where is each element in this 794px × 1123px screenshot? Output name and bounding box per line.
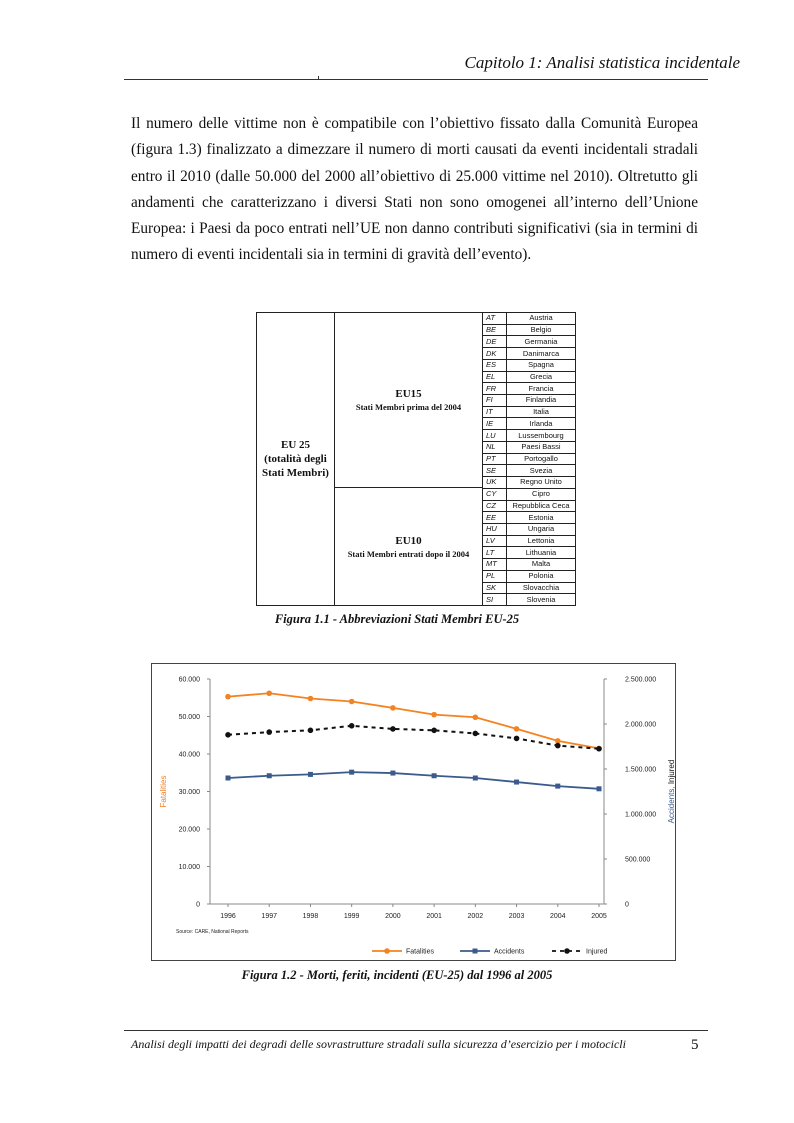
country-name: Estonia — [528, 512, 554, 522]
data-point-fatalities — [390, 705, 396, 711]
country-row — [483, 430, 575, 442]
country-row — [483, 360, 575, 372]
data-point-injured — [390, 726, 396, 732]
y-left-tick-label: 20.000 — [178, 826, 200, 834]
country-name: Repubblica Ceca — [512, 500, 570, 510]
country-name: Lussembourg — [518, 430, 564, 440]
country-code: LT — [483, 547, 507, 558]
country-code: BE — [483, 325, 507, 336]
country-name: Finlandia — [525, 395, 557, 405]
eu25-label: EU 25 — [280, 439, 311, 451]
country-code: SE — [483, 465, 507, 476]
country-row — [483, 383, 575, 395]
data-point-accidents — [308, 772, 313, 777]
country-row — [483, 348, 575, 360]
eu10-desc: Stati Membri entrati dopo il 2004 — [347, 548, 470, 559]
data-point-accidents — [555, 784, 560, 789]
country-row — [483, 395, 575, 407]
data-point-injured — [431, 728, 437, 734]
series-line-fatalities — [228, 693, 599, 748]
data-point-injured — [308, 728, 314, 734]
country-name: Svezia — [529, 465, 553, 475]
header-rule-tick — [318, 76, 319, 80]
data-point-fatalities — [431, 712, 437, 718]
chart-svg — [152, 664, 675, 960]
country-row — [483, 512, 575, 524]
y-right-tick-label: 2.000.000 — [625, 721, 657, 729]
country-row — [483, 418, 575, 430]
country-code: IT — [483, 407, 507, 418]
country-name: Regno Unito — [520, 477, 562, 487]
x-tick-label: 1996 — [220, 913, 236, 920]
y-right-tick-label: 2.500.000 — [625, 676, 657, 684]
x-tick-label: 1997 — [261, 913, 278, 920]
data-point-fatalities — [473, 714, 479, 720]
country-name: Germania — [524, 336, 558, 346]
country-row — [483, 524, 575, 536]
country-row — [483, 536, 575, 548]
data-point-fatalities — [349, 699, 355, 705]
chart-source-note: Source: CARE, National Reports — [176, 929, 249, 935]
country-name: Slovenia — [526, 594, 556, 604]
country-row — [483, 594, 575, 605]
country-row — [483, 559, 575, 571]
y-left-tick-label: 10.000 — [178, 864, 200, 871]
country-name: Francia — [528, 383, 554, 393]
country-name: Belgio — [530, 325, 552, 335]
country-name: Portogallo — [524, 453, 558, 463]
body-paragraph: Il numero delle vittime non è compatibile con l’obiettivo fissato dalla Comunità Europea (figura 1.3) finalizzato a dimezzare il numero di morti causati da eventi incidentali stradali entro il 2010 (dalle 50.000 del 2000 all’obiettivo di 25.000 vittime nel 2010). Oltretutto gli andamenti che caratterizzano i diversi Stati non sono omogenei all’interno dell’Unione Europea: i Paesi da poco entrati nell’UE non danno contributi significativi (sia in termini di numero di eventi incidentali sia in termini di gravità dell’evento). — [131, 115, 698, 264]
y-left-tick-label: 60.000 — [178, 676, 200, 684]
data-point-accidents — [597, 786, 602, 791]
country-row — [483, 489, 575, 501]
y-left-tick-label: 0 — [196, 901, 200, 909]
country-code: IE — [483, 418, 507, 429]
country-code: FI — [483, 395, 507, 406]
data-point-injured — [225, 732, 231, 738]
data-point-fatalities — [308, 696, 314, 702]
country-code: ES — [483, 360, 507, 371]
y-right-tick-label: 1.000.000 — [625, 811, 657, 819]
country-code: NL — [483, 442, 507, 453]
country-code: PL — [483, 571, 507, 582]
country-code: UK — [483, 477, 507, 488]
country-row — [483, 313, 575, 325]
y-left-tick-label: 40.000 — [178, 751, 200, 759]
data-point-accidents — [226, 776, 231, 781]
country-row — [483, 547, 575, 559]
country-code: MT — [483, 559, 507, 570]
legend-marker-injured — [564, 948, 570, 954]
country-row — [483, 442, 575, 454]
data-point-injured — [514, 736, 520, 742]
country-code: DE — [483, 336, 507, 347]
y-right-tick-label: 500.000 — [625, 856, 651, 864]
eu25-desc-line1: (totalità degli — [264, 453, 327, 465]
country-code: EL — [483, 372, 507, 383]
legend-marker-accidents — [473, 949, 478, 954]
data-point-accidents — [432, 773, 437, 778]
data-point-accidents — [349, 770, 354, 775]
data-point-injured — [555, 743, 561, 749]
eu15-cell — [335, 313, 483, 488]
header-rule — [124, 79, 708, 80]
country-row — [483, 372, 575, 384]
country-name: Spagna — [528, 360, 554, 370]
country-name: Malta — [531, 559, 551, 569]
legend-label-injured: Injured — [586, 948, 608, 956]
x-tick-label: 2000 — [385, 913, 401, 920]
country-code: CZ — [483, 501, 507, 512]
country-row — [483, 571, 575, 583]
country-row — [483, 501, 575, 513]
data-point-accidents — [514, 780, 519, 785]
country-row — [483, 583, 575, 595]
eu10-label: EU10 — [395, 534, 422, 547]
data-point-injured — [266, 729, 272, 735]
footer-rule — [124, 1030, 708, 1031]
data-point-fatalities — [266, 690, 272, 696]
data-point-accidents — [390, 771, 395, 776]
figure-2-caption: Figura 1.2 - Morti, feriti, incidenti (EU-25) dal 1996 al 2005 — [241, 968, 553, 982]
x-tick-label: 2004 — [549, 913, 566, 920]
country-row — [483, 454, 575, 466]
x-tick-label: 2002 — [467, 913, 484, 920]
x-tick-label: 1999 — [343, 913, 360, 920]
data-point-fatalities — [514, 726, 520, 732]
y-left-axis-title: Fatalities — [159, 775, 168, 808]
country-name: Lettonia — [527, 536, 555, 546]
page-number: 5 — [691, 1037, 699, 1053]
country-name: Ungaria — [527, 524, 555, 534]
country-code: CY — [483, 489, 507, 500]
country-code: HU — [483, 524, 507, 535]
country-name: Austria — [529, 313, 553, 323]
country-row — [483, 325, 575, 337]
country-name: Slovacchia — [522, 582, 560, 592]
country-name: Polonia — [528, 571, 554, 581]
data-point-fatalities — [225, 694, 231, 700]
country-rows — [483, 313, 575, 605]
y-left-tick-label: 30.000 — [178, 789, 200, 796]
footer-text: Analisi degli impatti dei degradi delle sovrastrutture stradali sulla sicurezza d’esercizio per i motocicli — [131, 1037, 626, 1051]
country-row — [483, 336, 575, 348]
legend-label-accidents: Accidents — [494, 948, 525, 956]
country-name: Cipro — [532, 489, 550, 499]
legend-marker-fatalities — [384, 948, 390, 954]
figure-1-caption: Figura 1.1 - Abbreviazioni Stati Membri EU-25 — [274, 612, 520, 626]
x-tick-label: 2001 — [426, 913, 442, 920]
x-tick-label: 1998 — [302, 913, 319, 920]
country-name: Grecia — [529, 371, 553, 381]
country-code: FR — [483, 383, 507, 394]
y-left-tick-label: 50.000 — [178, 714, 200, 721]
eu10-cell — [335, 488, 483, 605]
eu25-desc-line2: Stati Membri) — [262, 467, 329, 479]
country-code: SK — [483, 583, 507, 594]
country-name: Lithuania — [525, 547, 557, 557]
abbreviations-table — [256, 312, 576, 606]
header-title: Capitolo 1: Analisi statistica incidentale — [464, 53, 740, 72]
x-tick-label: 2003 — [508, 913, 525, 920]
legend-label-fatalities: Fatalities — [406, 948, 435, 956]
country-code: EE — [483, 512, 507, 523]
country-name: Italia — [533, 407, 549, 417]
y-right-tick-label: 1.500.000 — [625, 766, 657, 774]
y-right-tick-label: 0 — [625, 901, 629, 909]
country-name: Irlanda — [529, 418, 553, 428]
series-line-accidents — [228, 772, 599, 789]
country-code: LV — [483, 536, 507, 547]
country-code: AT — [483, 313, 507, 324]
country-row — [483, 465, 575, 477]
eu15-label: EU15 — [395, 388, 422, 400]
country-row — [483, 477, 575, 489]
y-right-axis-title: Accidents, Injured — [667, 759, 676, 824]
eu15-desc: Stati Membri prima del 2004 — [355, 402, 462, 412]
country-code: DK — [483, 348, 507, 359]
country-name: Paesi Bassi — [521, 442, 561, 452]
x-tick-label: 2005 — [591, 913, 607, 920]
data-point-injured — [596, 746, 602, 752]
country-code: LU — [483, 430, 507, 441]
data-point-injured — [349, 723, 355, 729]
data-point-accidents — [473, 776, 478, 781]
country-row — [483, 407, 575, 419]
eu25-cell — [257, 313, 335, 605]
country-code: PT — [483, 454, 507, 465]
country-name: Danimarca — [522, 348, 560, 358]
data-point-injured — [473, 731, 479, 737]
fatalities-chart — [151, 663, 676, 961]
data-point-accidents — [267, 773, 272, 778]
country-code: SI — [483, 594, 507, 605]
